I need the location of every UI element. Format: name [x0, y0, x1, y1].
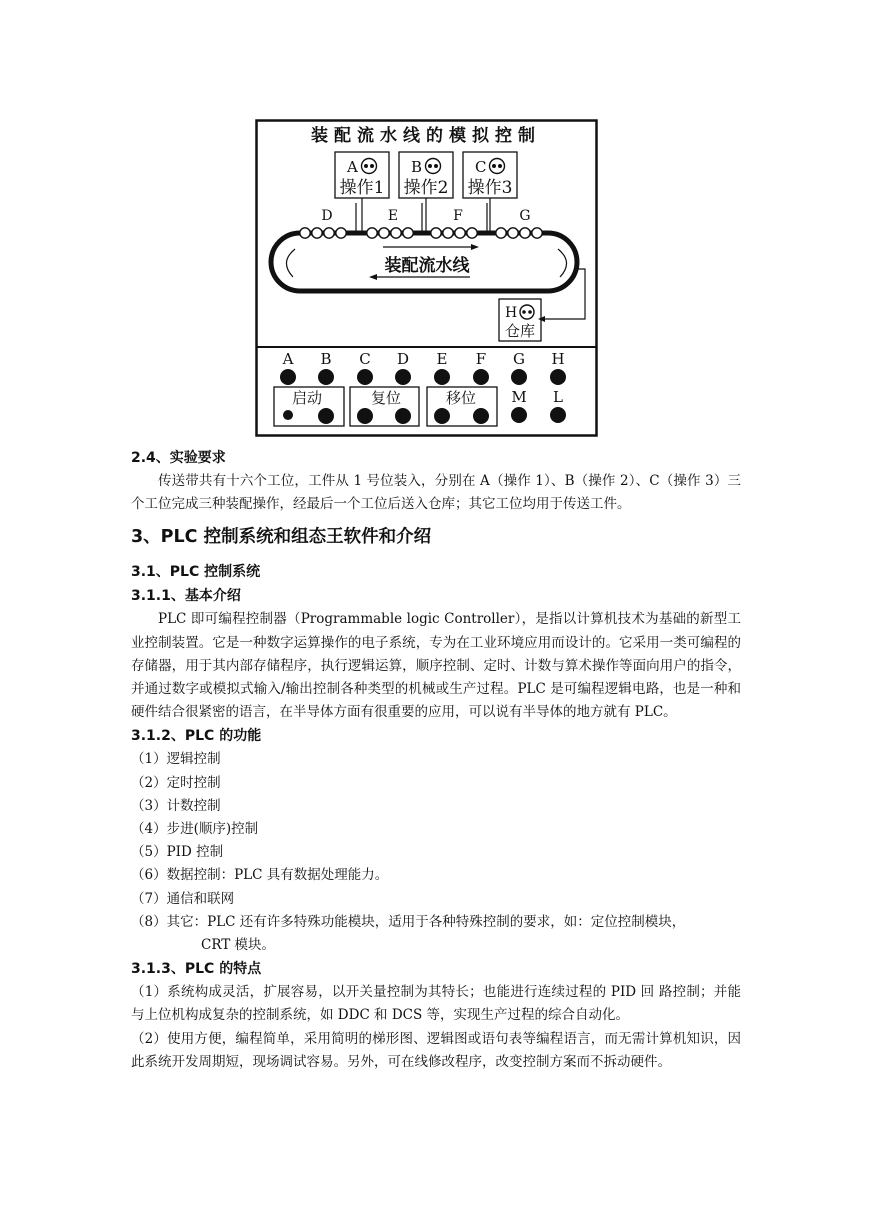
- list-item-continuation: CRT 模块。: [201, 937, 276, 954]
- list-item: （2）使用方便，编程简单，采用简明的梯形图、逻辑图或语句表等编程语言，而无需计算机知识，因此系统开发周期短，现场调试容易。另外，可在线修改程序，改变控制方案而不拆动硬件。: [131, 1030, 741, 1070]
- indicator-lamps: [280, 369, 566, 385]
- heading-3: 3、PLC 控制系统和组态王软件和介绍: [131, 527, 432, 548]
- operation-label: 操作3: [467, 178, 513, 198]
- list-item: （3）计数控制: [131, 797, 221, 814]
- warehouse-box: [499, 299, 541, 341]
- operation-label: 操作1: [339, 178, 385, 198]
- heading-3-1: 3.1、PLC 控制系统: [131, 564, 261, 581]
- reset-button-box[interactable]: [350, 387, 419, 426]
- assembly-line-diagram: [255, 119, 598, 437]
- document-body: [131, 446, 741, 1074]
- station-label-f: F: [453, 208, 463, 224]
- operation-letter: A: [347, 158, 358, 176]
- operation-letter: C: [475, 158, 487, 176]
- operation-box-c: [463, 152, 517, 198]
- indicator-letter: C: [359, 350, 371, 368]
- list-item: （7）通信和联网: [131, 890, 235, 907]
- operation-box-a: [335, 152, 389, 198]
- list-item: （8）其它：PLC 还有许多特殊功能模块，适用于各种特殊控制的要求，如：定位控制模块，: [131, 913, 686, 930]
- list-item: （1）系统构成灵活，扩展容易，以开关量控制为其特长；也能进行连续过程的 PID 回 路控制；并能与上位机构成复杂的控制系统，如 DDC 和 DCS 等，实现生产过程的综合自动化。: [131, 984, 741, 1024]
- station-label-g: G: [519, 208, 531, 224]
- heading-3-1-1: 3.1.1、基本介绍: [131, 588, 241, 605]
- list-item: （5）PID 控制: [131, 844, 224, 861]
- heading-3-1-2: 3.1.2、PLC 的功能: [131, 728, 262, 745]
- paragraph-3-1-1: PLC 即可编程控制器（Programmable logic Controller），是指以计算机技术为基础的新型工业控制装置。它是一种数字运算操作的电子系统，专为在工业环境应用而设计的。它采用一类可编程的存储器，用于其内部存储程序，执行逻辑运算，顺序控制、定时、计数与算术操作等面向用户的指令，并通过数字或模拟式输入/输出控制各种类型的机械或生产过程。PLC 是可编程逻辑电路，也是一种和硬件结合很紧密的语言，在半导体方面有很重要的应用，可以说有半导体的地方就有 PLC。: [131, 611, 741, 721]
- reset-button-label: 复位: [370, 389, 402, 407]
- list-item: （6）数据控制：PLC 具有数据处理能力。: [131, 867, 389, 884]
- paragraph-2-4: 传送带共有十六个工位，工件从 1 号位装入，分别在 A（操作 1）、B（操作 2）、C（操作 3）三个工位完成三种装配操作，经最后一个工位后送入仓库；其它工位均用于传送工件。: [131, 473, 741, 513]
- list-item: （4）步进(顺序)控制: [131, 821, 259, 838]
- indicator-letters: [282, 350, 565, 368]
- label-m: M: [511, 388, 527, 406]
- shift-button-label: 移位: [445, 389, 477, 407]
- list-item: （2）定时控制: [131, 774, 221, 791]
- indicator-letter: B: [320, 350, 332, 368]
- start-button-label: 启动: [291, 389, 323, 407]
- start-button-box[interactable]: [274, 387, 344, 426]
- heading-3-1-3: 3.1.3、PLC 的特点: [131, 961, 262, 978]
- station-label-d: D: [321, 208, 333, 224]
- heading-2-4: 2.4、实验要求: [131, 450, 226, 466]
- operation-box-b: [399, 152, 453, 198]
- assembly-line-figure: [255, 119, 598, 437]
- indicator-letter: H: [551, 350, 565, 368]
- warehouse-label: 仓库: [504, 322, 536, 340]
- indicator-letter: G: [513, 350, 525, 368]
- operation-label: 操作2: [403, 178, 449, 198]
- label-l: L: [553, 388, 563, 406]
- lamp-l: [550, 407, 566, 423]
- indicator-letter: D: [396, 350, 410, 368]
- lamp-m: [511, 407, 527, 423]
- operation-letter: B: [411, 158, 423, 176]
- list-item: （1）逻辑控制: [131, 751, 221, 768]
- shift-button-box[interactable]: [427, 387, 497, 426]
- indicator-letter: F: [475, 350, 487, 368]
- station-label-e: E: [387, 208, 399, 224]
- warehouse-letter: H: [505, 305, 518, 321]
- indicator-letter: E: [436, 350, 448, 368]
- figure-title: 装配流水线的模拟控制: [311, 126, 541, 146]
- indicator-letter: A: [282, 350, 294, 368]
- conveyor-label: 装配流水线: [384, 256, 470, 276]
